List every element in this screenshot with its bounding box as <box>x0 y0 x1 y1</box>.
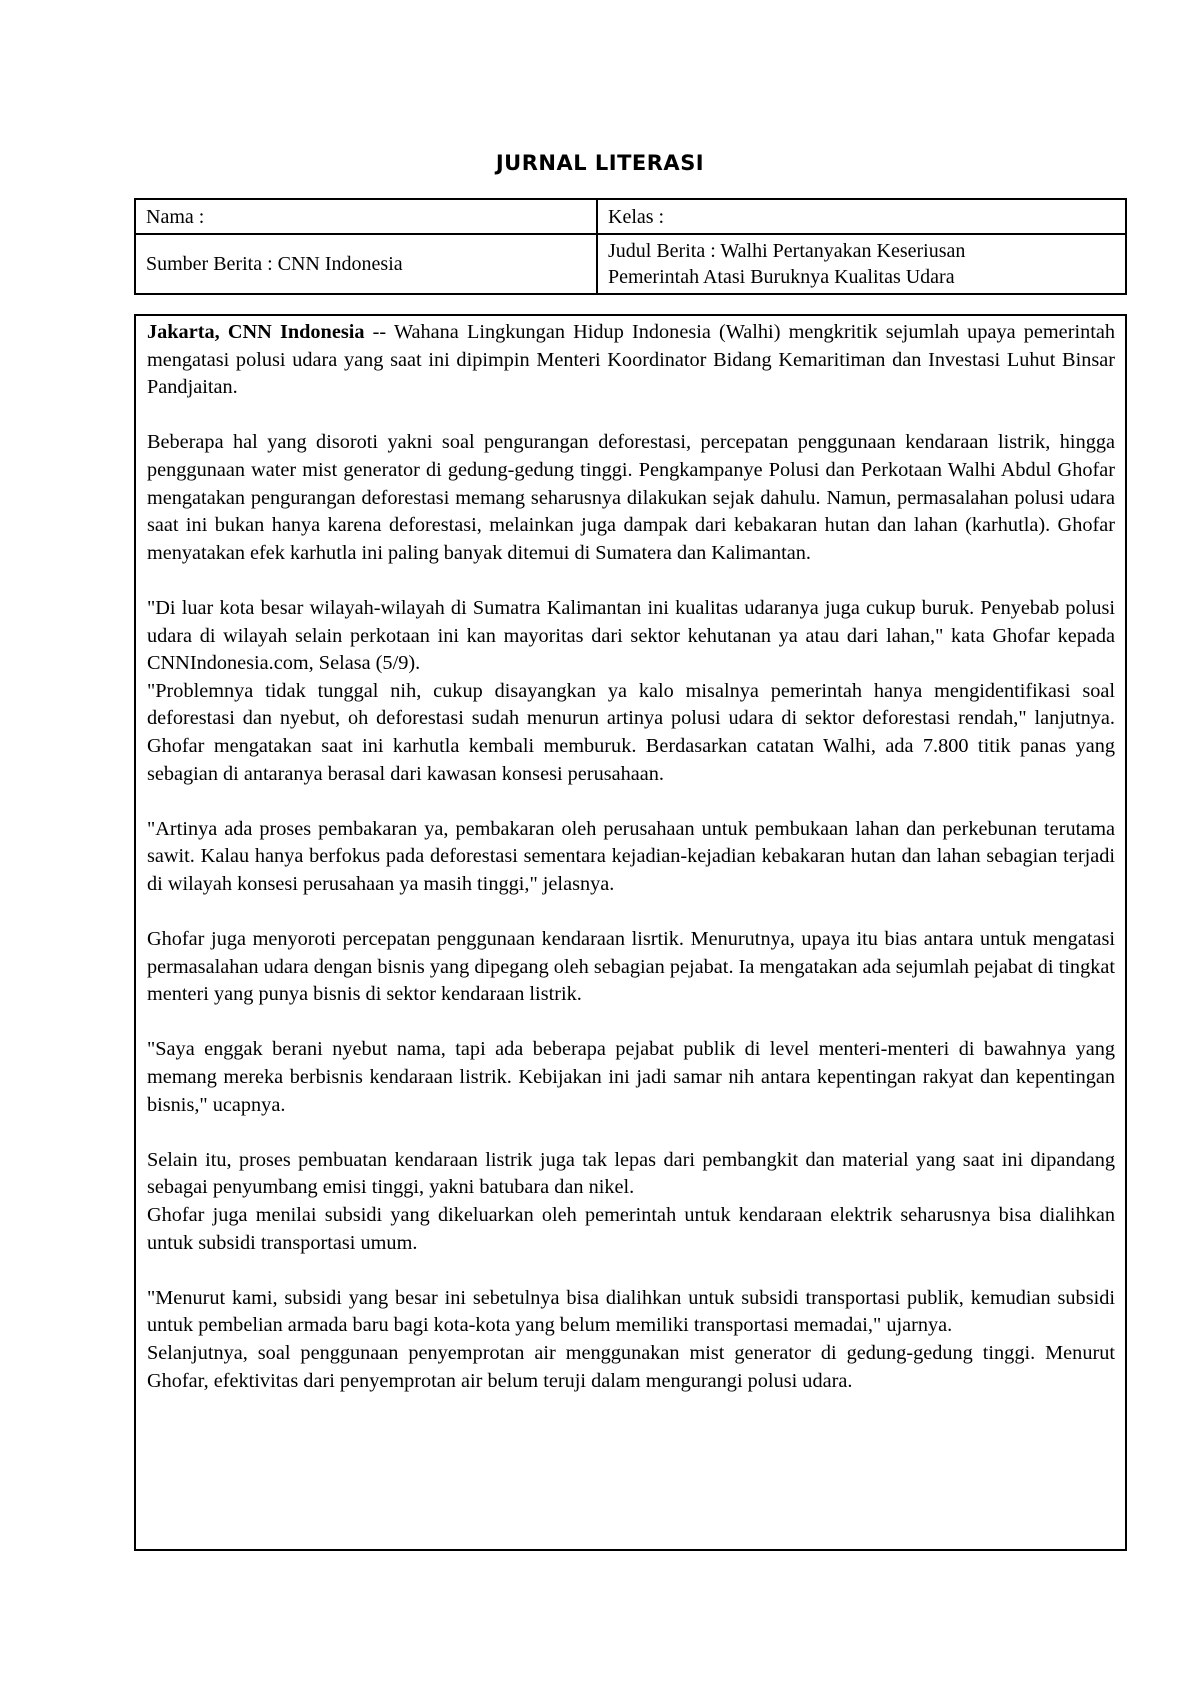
info-row-2 <box>135 234 1126 294</box>
kelas-field: Kelas : <box>597 199 1126 234</box>
info-row-1 <box>135 199 1126 234</box>
article-paragraph-4: "Problemnya tidak tunggal nih, cukup disayangkan ya kalo misalnya pemerintah hanya mengidentifikasi soal deforestasi dan nyebut, oh deforestasi sudah menurun artinya polusi udara di sektor deforestasi rendah," lanjutnya. Ghofar mengatakan saat ini karhutla kembali memburuk. Berdasarkan catatan Walhi, ada 7.800 titik panas yang sebagian di antaranya berasal dari kawasan konsesi perusahaan. <box>147 679 1115 785</box>
article-paragraph-1 <box>147 319 1115 402</box>
article-paragraph-9: Ghofar juga menilai subsidi yang dikeluarkan oleh pemerintah untuk kendaraan elektrik seharusnya bisa dialihkan untuk subsidi transportasi umum. <box>147 1204 1115 1254</box>
article-paragraph-3: "Di luar kota besar wilayah-wilayah di Sumatra Kalimantan ini kualitas udaranya juga cukup buruk. Penyebab polusi udara di wilayah selain perkotaan ini kan mayoritas dari sektor kehutanan ya atau dari lahan," kata Ghofar kepada CNNIndonesia.com, Selasa (5/9). <box>147 596 1115 675</box>
article-paragraph-11: Selanjutnya, soal penggunaan penyemprotan air menggunakan mist generator di gedung-gedung tinggi. Menurut Ghofar, efektivitas dari penyemprotan air belum teruji dalam mengurangi polusi udara. <box>147 1341 1115 1392</box>
article-paragraph-2: Beberapa hal yang disoroti yakni soal pengurangan deforestasi, percepatan penggunaan kendaraan listrik, hingga penggunaan water mist generator di gedung-gedung tinggi. Pengkampanye Polusi dan Perkotaan Walhi Abdul Ghofar mengatakan pengurangan deforestasi memang seharusnya dilakukan sejak dahulu. Namun, permasalahan polusi udara saat ini bukan hanya karena deforestasi, melainkan juga dampak dari kebakaran hutan dan lahan (karhutla). Ghofar menyatakan efek karhutla ini paling banyak ditemui di Sumatera dan Kalimantan. <box>147 431 1115 564</box>
article-paragraph-10: "Menurut kami, subsidi yang besar ini sebetulnya bisa dialihkan untuk subsidi transportasi publik, kemudian subsidi untuk pembelian armada baru bagi kota-kota yang belum memiliki transportasi memadai," ujarnya. <box>147 1286 1115 1337</box>
sumber-berita-field: Sumber Berita : CNN Indonesia <box>135 234 597 294</box>
nama-field: Nama : <box>135 199 597 234</box>
article-paragraph-1-text: -- Wahana Lingkungan Hidup Indonesia (Walhi) mengkritik sejumlah upaya pemerintah mengatasi polusi udara yang saat ini dipimpin Menteri Koordinator Bidang Kemaritiman dan Investasi Luhut Binsar Pandjaitan. <box>147 321 1115 399</box>
judul-line-1: Judul Berita : Walhi Pertanyakan Keseriusan <box>608 240 966 262</box>
article-paragraph-7: "Saya enggak berani nyebut nama, tapi ada beberapa pejabat publik di level menteri-menteri di bawahnya yang memang mereka berbisnis kendaraan listrik. Kebijakan ini jadi samar nih antara kepentingan rakyat dan kepentingan bisnis," ucapnya. <box>147 1038 1115 1116</box>
info-table <box>134 198 1127 295</box>
article-dateline: Jakarta, CNN Indonesia <box>147 321 365 343</box>
article-paragraph-6: Ghofar juga menyoroti percepatan penggunaan kendaraan lisrtik. Menurutnya, upaya itu bias antara untuk mengatasi permasalahan udara dengan bisnis yang dipegang oleh sebagian pejabat. Ia mengatakan ada sejumlah pejabat di tingkat menteri yang punya bisnis di sektor kendaraan listrik. <box>147 928 1115 1006</box>
judul-line-2: Pemerintah Atasi Buruknya Kualitas Udara <box>608 266 955 288</box>
article-paragraph-8: Selain itu, proses pembuatan kendaraan listrik juga tak lepas dari pembangkit dan material yang saat ini dipandang sebagai penyumbang emisi tinggi, yakni batubara dan nikel. <box>147 1148 1115 1199</box>
article-box <box>134 314 1127 1551</box>
page-title: JURNAL LITERASI <box>495 151 705 175</box>
article-paragraph-5: "Artinya ada proses pembakaran ya, pembakaran oleh perusahaan untuk pembukaan lahan dan perkebunan terutama sawit. Kalau hanya berfokus pada deforestasi sementara kejadian-kejadian kebakaran hutan dan lahan sebagian terjadi di wilayah konsesi perusahaan ya masih tinggi," jelasnya. <box>147 817 1115 895</box>
judul-berita-field <box>597 234 1126 294</box>
